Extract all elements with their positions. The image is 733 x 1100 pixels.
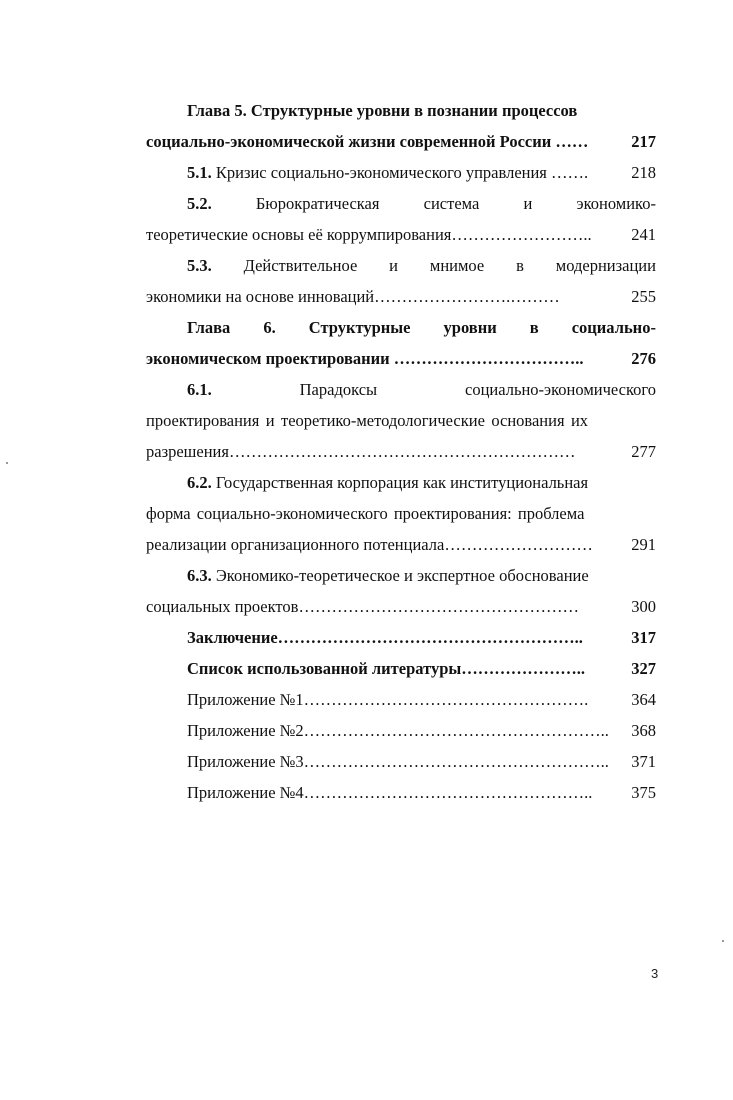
toc-entry-6-1-line-1 [146,374,656,405]
section-6-1-title-cont: проектирования и теоретико-методологические основания их [146,411,589,430]
toc-entry-chapter-6-line-2 [146,343,656,374]
appendix-4-title: Приложение №4…………………………………………….. [187,783,593,802]
section-5-2-number: 5.2. [187,194,212,213]
section-6-1-word: Парадоксы [299,380,378,399]
toc-entry-5-3-line-1 [146,250,656,281]
section-6-2-title-end: реализации организационного потенциала……………………… [146,535,593,554]
chapter-5-title: Глава 5. Структурные уровни в познании процессов [187,101,578,120]
section-5-3-word: в [516,256,524,275]
chapter-6-title [187,312,656,343]
chapter-5-title-cont: социально-экономической жизни современной России …… [146,132,589,151]
section-5-1-number: 5.1. [187,163,212,182]
section-5-3-word: и [389,256,399,275]
references-title: Список использованной литературы………………….. [187,659,586,678]
chapter-6-word: социально- [571,318,656,337]
appendix-3-page: 371 [631,752,656,771]
toc-entry-appendix-2 [146,715,656,746]
section-5-2-word: экономико- [576,194,656,213]
chapter-6-word: Структурные [308,318,411,337]
section-6-2-number: 6.2. [187,473,212,492]
toc-entry-5-2-line-1 [146,188,656,219]
chapter-6-word: 6. [263,318,276,337]
chapter-6-word: в [529,318,539,337]
section-5-2-word: и [523,194,533,213]
toc-entry-appendix-1 [146,684,656,715]
toc-entry-conclusion [146,622,656,653]
appendix-2-page: 368 [631,721,656,740]
section-6-2-title-cont: форма социально-экономического проектирования: проблема [146,504,585,523]
section-5-3-title [187,250,656,281]
section-6-3-number: 6.3. [187,566,212,585]
page-number: 3 [651,966,659,981]
section-5-1-page: 218 [631,163,656,182]
table-of-contents [146,95,656,808]
section-5-2-word: система [423,194,480,213]
section-5-3-page: 255 [631,287,656,306]
toc-entry-6-3-line-1 [146,560,656,591]
conclusion-title: Заключение……………………………………………….. [187,628,583,647]
section-5-2-title-cont: теоретические основы её коррумпирования…………………….. [146,225,592,244]
section-5-2-word: Бюрократическая [255,194,380,213]
section-6-2-page: 291 [631,535,656,554]
appendix-2-title: Приложение №2……………………………………………….. [187,721,609,740]
toc-entry-5-2-line-2 [146,219,656,250]
section-5-3-word: Действительное [243,256,358,275]
chapter-6-word: уровни [443,318,497,337]
toc-entry-6-2-line-3 [146,529,656,560]
toc-entry-appendix-3 [146,746,656,777]
references-page: 327 [631,659,656,678]
toc-entry-chapter-6-line-1 [146,312,656,343]
toc-entry-chapter-5-line-2 [146,126,656,157]
section-5-1-text: Кризис социально-экономического управления ……. [211,163,589,182]
conclusion-page: 317 [631,628,656,647]
section-6-2-text: Государственная корпорация как институциональная [211,473,589,492]
section-6-3-text: Экономико-теоретическое и экспертное обоснование [211,566,589,585]
section-6-3-page: 300 [631,597,656,616]
appendix-3-title: Приложение №3……………………………………………….. [187,752,609,771]
section-6-1-number: 6.1. [187,380,212,399]
toc-entry-references [146,653,656,684]
toc-entry-6-1-line-3 [146,436,656,467]
appendix-4-page: 375 [631,783,656,802]
chapter-6-page: 276 [631,349,656,368]
section-5-3-number: 5.3. [187,256,212,275]
toc-entry-appendix-4 [146,777,656,808]
toc-entry-5-1 [146,157,656,188]
section-6-2-title [187,467,588,498]
toc-entry-5-3-line-2 [146,281,656,312]
chapter-6-word: Глава [187,318,231,337]
appendix-1-title: Приложение №1……………………………………………. [187,690,589,709]
section-5-3-word: мнимое [429,256,485,275]
section-6-1-title [187,374,656,405]
toc-entry-6-3-line-2 [146,591,656,622]
section-6-1-title-end: разрешения……………………………………………………… [146,442,576,461]
toc-entry-chapter-5-line-1 [146,95,656,126]
section-5-1-title [187,157,588,188]
section-6-3-title [187,560,589,591]
section-6-1-page: 277 [631,442,656,461]
section-5-3-word: модернизации [555,256,656,275]
toc-entry-6-2-line-2 [146,498,656,529]
appendix-1-page: 364 [631,690,656,709]
section-6-3-title-cont: социальных проектов…………………………………………… [146,597,579,616]
chapter-6-title-cont: экономическом проектировании …………………………….. [146,349,584,368]
section-6-1-word: социально-экономического [465,380,656,399]
scan-speck [722,940,724,942]
section-5-2-title [187,188,656,219]
section-5-3-title-cont: экономики на основе инноваций…………………….……… [146,287,560,306]
toc-entry-6-1-line-2 [146,405,656,436]
toc-entry-6-2-line-1 [146,467,656,498]
scan-speck [6,462,8,464]
section-5-2-page: 241 [631,225,656,244]
chapter-5-page: 217 [631,132,656,151]
